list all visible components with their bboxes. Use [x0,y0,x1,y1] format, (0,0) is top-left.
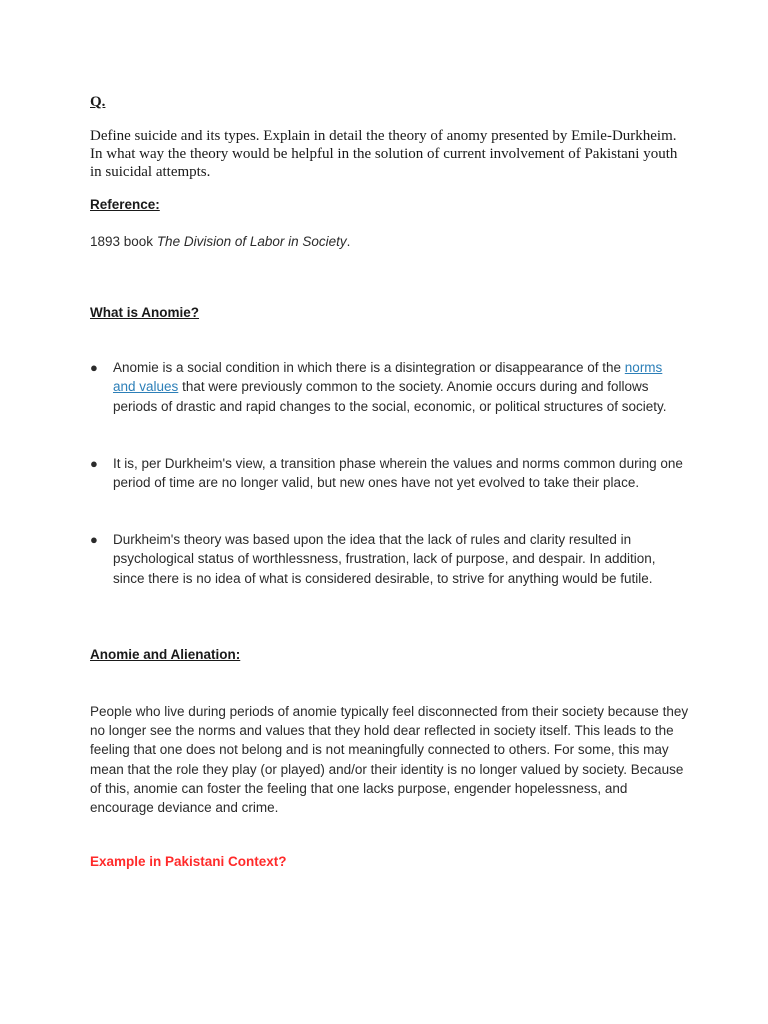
question-text: Define suicide and its types. Explain in detail the theory of anomy presented by Emile-Durkheim. In what way the theory would be helpful in the solution of current involvement of Pakistani youth in suicidal attempts. [90,128,678,180]
question-label: Q. [90,94,106,110]
bullet-dot-icon: ● [90,360,98,375]
bullet-item [90,454,690,493]
bullet-text: It is, per Durkheim's view, a transition phase wherein the values and norms common during one period of time are no longer valid, but new ones have not yet evolved to take their place. [113,456,683,491]
bullet-text-before-link: Anomie is a social condition in which there is a disintegration or disappearance of the [113,360,625,375]
alienation-paragraph: People who live during periods of anomie typically feel disconnected from their society because they no longer see the norms and values that they hold dear reflected in society itself. This leads to the feeling that one does not belong and is not meaningfully connected to others. For some, this may mean that the role they play (or played) and/or their identity is no longer valued by society. Because of this, anomie can foster the feeling that one lacks purpose, engender hopelessness, and encourage deviance and crime. [90,704,689,816]
example-heading: Example in Pakistani Context? [90,854,287,869]
bullet-dot-icon: ● [90,532,98,547]
bullet-item [90,530,690,588]
reference-year: 1893 book [90,234,157,249]
reference-suffix: . [346,234,351,249]
reference-line [90,234,350,249]
bullet-text: Durkheim's theory was based upon the idea that the lack of rules and clarity resulted in psychological status of worthlessness, frustration, lack of purpose, and despair. In addition, since there is no idea of what is considered desirable, to strive for anything would be futile. [113,532,656,586]
reference-heading: Reference: [90,197,160,212]
bullet-text [113,358,687,416]
reference-book-title: The Division of Labor in Society [156,234,347,249]
what-is-anomie-heading: What is Anomie? [90,305,200,320]
anomie-and-alienation-heading: Anomie and Alienation: [90,647,241,662]
bullet-text-after-link: that were previously common to the society. Anomie occurs during and follows periods of drastic and rapid changes to the social, economic, or political structures of society. [113,379,667,414]
bullet-item [90,358,690,416]
norms-and-values-link[interactable]: norms and values [113,360,663,395]
bullet-dot-icon: ● [90,456,98,471]
